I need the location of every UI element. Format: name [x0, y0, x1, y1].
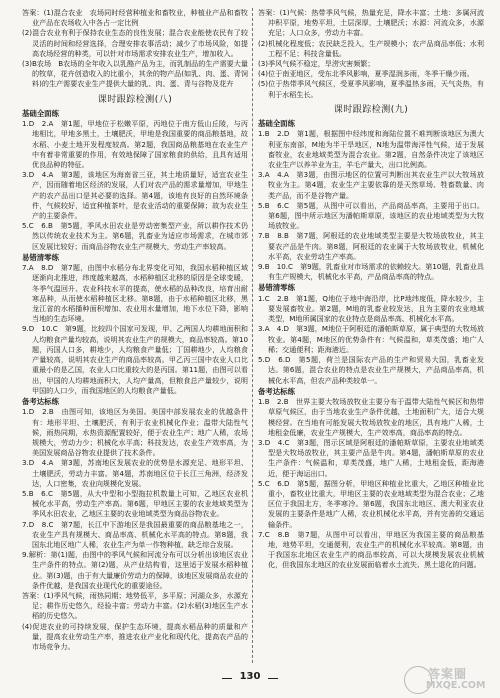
left-item-11: 答案：(1)季风气候，雨热同期；地势低平，多平原；河湖众多，水源充足；耕作历史悠久，经验丰富；劳动力丰富。(2)水稻(3)地区生产水稻的历史悠久。: [22, 591, 248, 621]
right-column: [258, 8, 484, 571]
left-heading-error: 易错清零练: [22, 252, 59, 262]
watermark-text-cn: 答案圈: [428, 667, 468, 681]
right-item-12: 7.C 8.B 第7题，从图中可以看出，甲地区为我国主要的商品粮基地，地势平坦，交通便利，农业生产的机械化水平较高。第8题，由于我国东北地区农业生产的商品率较高，可以大规模发展农业机械化，但我国东北地区的农业发展面临着水土流失、黑土退化的问题。: [258, 529, 484, 570]
right-heading-basic: 基础全面练: [258, 118, 295, 128]
right-item-3: 5.B 6.C 第5题，从图中可以看出，产品商品率高，主要用于出口。第6题，图中所示地区为潘帕斯草原，该地区的农业地域类型为大牧场放牧业。: [258, 200, 484, 231]
page-number-right-dash: [268, 678, 278, 679]
right-item-9: 1.B 2.B 世界主要大牧场放牧业主要分布于温带大陆性气候区和热带草原气候区，由于当地农业生产条件优越，土地面积广大，适合大规模经营。在当地有可能发展大牧场放牧业的地区，具有地广人稀，土地租金低廉，农业生产规模大，生产效率高，商品率高的特点。: [258, 397, 484, 437]
left-item-6: 1.D 2.B 由图可知，该地区为美国。美国中部发展农业的优越条件有：地形平坦、土壤肥沃，有利于农业机械化作业；温带大陆性气候，雨热同期，水热资源配置较好，便于农业生产；地广人稀，农场规模大，劳动力少；机械化水平高；科技发达，农业生产效率高，为美国发展商品谷物农业提供了技术条件。: [22, 407, 248, 458]
left-item-7: 3.D 4.A 第3题，苏南地区发展农业的优势是水源充足、地形平坦、土壤肥沃，劳动力丰富。第4题，苏南地区位于长江三角洲，经济发达，人口密集，农业向规模化发展。: [22, 458, 248, 488]
left-item-12: (4)促进农业的可持续发展，保护生态环境，提高水稻品种的质量和产量，提高农业劳动生产率，推进农业产业化和现代化，提高农产品的市场竞争力。: [22, 621, 248, 652]
watermark-text-url: MXQE.COM: [426, 680, 486, 691]
right-item-5: 9.B 10.C 第9题，乳畜业对市场需求的依赖较大。第10题，乳畜业具有生产规模大，机械化水平高，产品商品率高的特点。: [258, 261, 484, 282]
right-item-11: 5.C 6.D 第5题，据图分析，甲地区种植业比重大，乙地区种植业比重小，畜牧业比重大，甲地区主要的农业地域类型为混合农业；乙地区位于我国北方，冬季寒冷。第6题，我国东北地区、澳大利亚农业发展的主要条件是地广人稀，农业机械化水平高，并有完善的交通运输条件。: [258, 478, 484, 529]
right-item-8: 5.D 6.D 第5题，荷兰是国际农产品的生产和贸易大国，乳畜业发达。第6题，混合农业的特点是农业生产规模大，产品商品率高，机械化水平高，但农产品种类较单一。: [258, 355, 484, 385]
section-title-8: 课时跟踪检测(八): [97, 94, 173, 105]
right-item-7: 3.A 4.D 第3题，M地位于阿根廷的潘帕斯草原，属于典型的大牧场放牧业。第4题，M地区的优势条件有：气候温和，草类茂盛；地广人稀；交通便利；距海港近。: [258, 324, 485, 354]
left-item-1: 1.D 2.A 第1题，甲地位于松嫩平原，丙地位于南方低山丘陵，与丙地相比，甲地多黑土，土壤肥沃，甲地是我国重要的商品粮基地，故水稻、小麦土地开发程度较高。第2题，我国商品粮基地在农业生产中有着非常重要的作用，有效地保障了国家粮食的供给，且具有适用优良品种的特征。: [22, 119, 248, 169]
left-item-9: 7.D 8.C 第7题，长江中下游地区是我国最重要的商品粮基地之一，农业生产具有规模大、商品率高、机械化水平高的特点。第8题，我国东北地区地广人稀，农业生产为单一作物种植，缺乏综合发展。: [22, 519, 248, 550]
left-answer-1: 答案：(1)混合农业 农场同时经营种植业和畜牧业，种植业产品和畜牧业产品在农场收入中各占一定比例: [22, 8, 248, 28]
right-item-1: 1.B 2.D 第1题，根据图中经纬度和海陆位置不难判断该地区为澳大利亚东南部，M地为半干旱地区，N地为温带海洋性气候，适于发展畜牧业，农业地域类型为混合农业。第2题，自然条件决定了该地区农业生产以养羊业为主，羊毛产量大，出口比例高。: [258, 129, 484, 169]
left-column: [22, 8, 248, 652]
right-heading-error: 易错清零练: [258, 283, 295, 293]
right-answer-1: 答案：(1)气候：热带季风气候，热量充足，降水丰富；土地：多属河流冲积平原，地势平坦，土层深厚，土壤肥沃；水源：河流众多，水源充足；人口众多，劳动力丰富。: [258, 8, 484, 38]
watermark-logo: [404, 666, 496, 694]
right-item-4: 7.B 8.B 第7题，阿根廷的农业地域类型主要是大牧场放牧业，其主要农产品是牛肉。第8题，阿根廷的农业属于大牧场放牧业，机械化水平高，农业劳动生产率高。: [258, 231, 484, 261]
right-item-10: 3.D 4.C 第3题，图示区域是阿根廷的潘帕斯草原，主要农业地域类型是大牧场放牧业，其主要产品是牛肉。第4题，潘帕斯草原的农业生产条件：气候温和，草类茂盛，地广人稀，土地租金低，距海港近，便于海运出口。: [258, 438, 484, 478]
column-divider: [252, 8, 253, 663]
section-title-9: 课时跟踪检测(九): [333, 104, 409, 115]
page-number: 130: [239, 671, 261, 682]
left-item-8: 5.B 6.C 第5题，从大中型和小型拖拉机数量上可知，乙地区农业机械化水平高，劳动生产率高。第6题，甲地区主要的农业地域类型为季风水田农业，乙地区主要的农业地域类型为商品谷物农业。: [22, 489, 248, 519]
left-heading-basic: 基础全面练: [22, 108, 59, 118]
right-answer-2: (2)机械化程度低；农民缺乏投入，生产规模小；农产品商品率低；水利工程不足；科技含量低。: [258, 38, 484, 58]
right-item-2: 3.A 4.A 第3题，由图示地区的位置可判断出其农业生产以大牧场放牧业为主。第4题，农业生产主要依靠的是天然草场、牲畜数量、肉类产品，而不是谷物产量。: [258, 170, 484, 200]
right-answer-5: (5)位于热带季风气候区，受夏季风影响，夏季温热多雨，天气炎热，有利于水稻生长。: [258, 79, 484, 99]
left-item-2: 3.D 4.A 第3题，该地区为海南省三亚，其土地质量好，适宜农业生产，因而随着地区经济的发展，人们对农产品的需求量增加，甲地生产的农产品出口是其必要的选择。第4题，该地有良好的自然环境条件，气候较好，适宜种植茶叶，是农业活动的重要保障；故为农业生产的主要条件。: [22, 170, 248, 220]
right-answer-4: (4)位于南亚地区，受东北季风影响，夏季湿润多雨，冬季干燥少雨。: [258, 69, 474, 79]
left-item-4: 7.A 8.D 第7题，由图中水稻分布北界变化可知，我国水稻种植区域逐渐向北推进，纬度越来越高，水稻种植区北移的原因是全球变暖，冬季气温回升、农业科技水平的提高，使水稻的品种改良，培育出耐寒品种，从而使水稻种植区北移。第8题，由于水稻种植区北移，黑龙江省的水稻播种面积增加、农业用水量增加，地下水位下降，影响当地的生态环境。: [22, 263, 248, 324]
left-item-10: 9.解析：第(1)题，由图中的季风气候和河流分布可以分析出该地区农业生产条件的特点。第(2)题，从产业结构看，这里适于发展水稻种植业。第(3)题，由于有大量廉价劳动力的保障，该地区发展商品农业的条件优越，是我国农业现代化的重要途径。: [22, 550, 248, 590]
left-heading-exam: 备考达标练: [22, 396, 59, 406]
right-item-6: 1.C 2.B 第1题，Q地位于地中海沿岸，比P地纬度低，降水较少，主要发展畜牧业。第2题，M地的乳畜业较发达，且为主要的农业地域类型，M地所属国家的农业特点是商品率高、机械化水平高。: [258, 293, 484, 324]
left-answer-3: (3)B农场 B农场的全年收入以乳酪产品为主，而乳制品的生产需要大量的牧草，花卉创造收入的比重小，其余的物产品(如乳、肉、蛋、青饲料)的生产需要农业生产提供大量的乳、肉、蛋、青与谷物及花卉: [22, 59, 248, 89]
right-answer-3: (3)季风气候不稳定，旱涝灾害频繁；: [258, 59, 375, 69]
right-heading-exam: 备考达标练: [258, 386, 295, 396]
left-item-5: 9.D 10.C 第9题，比较四个国家可发现，甲、乙两国人均耕地面积和人均粮食产量均较高，说明其农业生产的规模大，商品率较高。第10题，丙国人口多，耕地少，人均粮食产量低；丁国耕地少，人均粮食产量较高，说明其农业生产的商品率较高。甲乙丙三国中农业人口比重最小的是乙国，农业人口比重较大的是丙国。第11题，由图可以看出，甲国的人均耕地面积大，人均产量高，但粮食总产量较少，说明甲国的人口少，而我国地区的人均粮食产量低。: [22, 324, 248, 395]
left-answer-2: (2)混合农业有利于保持农业生态的良性发展；混合农业能使农民有了较灵活的时间和经营选择，合理安排农事活动；减少了市场风险，如提高农场经营的种类，可以针对市场需求安排农业生产，增加收入。: [22, 28, 248, 58]
left-item-3: 5.C 6.B 第5题，季风水田农业是劳动密集型产业，所以耕作技术仍然以传统农业技术为主。第6题，乳畜业为适应市场需求，在城市郊区发展比较好；而商品谷物农业生产规模大，劳动生产率较高。: [22, 221, 248, 251]
